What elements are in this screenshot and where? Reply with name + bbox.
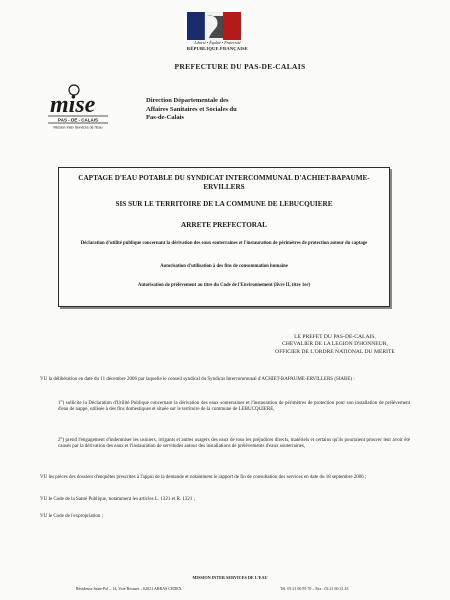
mise-logo-graphic <box>44 82 112 130</box>
department-line-3: Pas-de-Calais <box>146 114 184 122</box>
location-title: SIS SUR LE TERRITOIRE DE LA COMMUNE DE LEBUCQUIERE <box>115 200 333 208</box>
declaration-text: Déclaration d'utilité publique concernant la dérivation des eaux souterraines et l'instauration de périmètres de protection autour du captage <box>80 241 368 246</box>
authorisation-text: Autorisation d'utilisation à des fins de consommation humaine <box>160 264 288 269</box>
prelevement-text: Autorisation de prélèvement au titre du Code de l'Environnement (livre II, titre 1er) <box>137 283 311 288</box>
main-title: CAPTAGE D'EAU POTABLE DU SYNDICAT INTERCOMMUNAL D'ACHIET-BAPAUME-ERVILLERS <box>78 174 370 191</box>
footer-tel: Tél. 03 21 60 93 70 – Fax : 03 21 60 31 43 <box>280 586 349 591</box>
republic-name: RÉPUBLIQUE FRANÇAISE <box>186 46 249 51</box>
point-2: 2°) prend l'engagement d'indemniser les usiniers, irrigants et autres usagers des eaux de tous les préjudices directs, matériels et certains qu'ils pourraient prouver leur avoir été causés par la dérivation des eaux et l'instauration de servitudes autour des installations de prélèvements d'eaux souterraines, <box>58 438 410 450</box>
footer-mission: MISSION INTER SERVICES DE L'EAU <box>192 575 268 580</box>
vu-code-expropriation: VU le Code de l'expropriation ; <box>40 514 103 519</box>
prefet-line-1: LE PREFET DU PAS-DE-CALAIS, <box>294 334 376 340</box>
mise-logo-sub: PAS - DE - CALAIS <box>58 117 98 123</box>
mise-logo-caption: Mission Inter Services de l'Eau <box>53 125 103 130</box>
republic-motto: Liberté • Égalité • Fraternité <box>194 40 241 45</box>
prefet-line-3: OFFICIER DE L'ORDRE NATIONAL DU MERITE <box>275 348 395 355</box>
department-line-1: Direction Départementale des <box>146 97 229 104</box>
vu-deliberation: VU la délibération en date du 11 décembre 2006 par laquelle le conseil syndical du Syndicat Intercommunal d'ACHIET-BAPAUME-ERVILLERS (SIABE) : <box>40 377 355 382</box>
department-line-2: Affaires Sanitaires et Sociales du <box>146 105 237 113</box>
title-box <box>58 167 390 307</box>
point-1: 1°) sollicite la Déclaration d'Utilité Publique concernant la dérivation des eaux souterraines et l'instauration de périmètres de protection pour son installation de prélèvement d'eau de nappe, utilisée à des fins domestiques et située sur le territoire de la commune de LEBUCQUIERE, <box>58 401 410 413</box>
vu-code-sante: VU le Code de la Santé Publique, notamment les articles L. 1321 et R. 1321 ; <box>40 497 195 502</box>
mise-logo <box>44 82 112 130</box>
prefet-block <box>240 334 430 356</box>
department-block <box>146 97 286 123</box>
vu-dossiers: VU les pièces des dossiers d'enquêtes prescrites à l'appui de la demande et notamment le rapport de fin de consultation des services en date du 18 septembre 2006 ; <box>40 475 367 480</box>
prefet-line-2: CHEVALIER DE LA LEGION D'HONNEUR, <box>282 341 388 348</box>
footer-address: Résidence Saint-Pol – 14, Voie Bossuet – 62021 ARRAS CEDEX <box>76 586 182 591</box>
mise-logo-text: mise <box>50 92 96 118</box>
prefecture-heading: PREFECTURE DU PAS-DE-CALAIS <box>174 62 306 71</box>
arrete-title: ARRETE PREFECTORAL <box>181 221 267 229</box>
